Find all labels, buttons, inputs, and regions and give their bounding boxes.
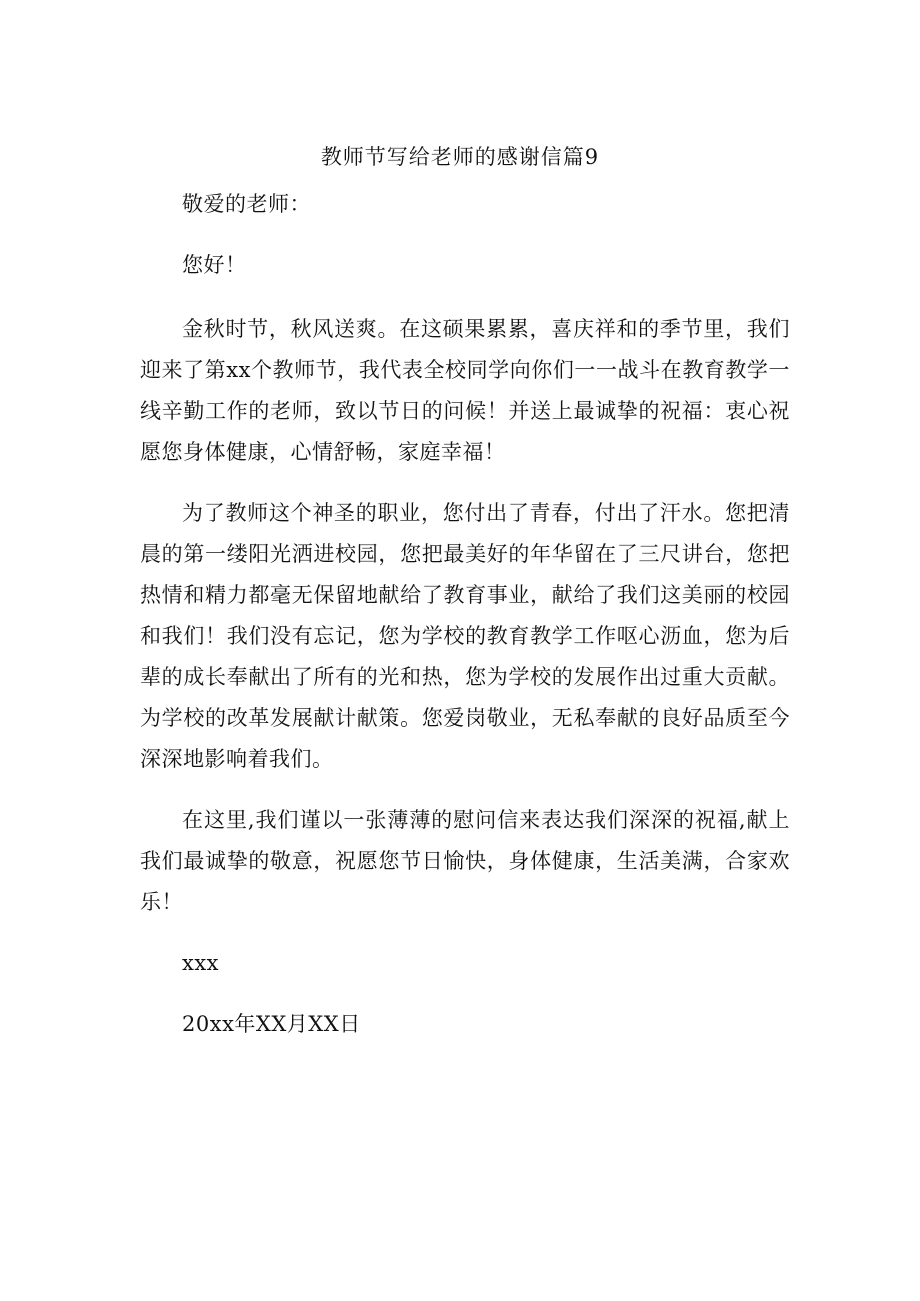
letter-date: 20xx年XX月XX日	[182, 1012, 361, 1036]
greeting: 您好！	[182, 253, 247, 277]
letter-body	[140, 184, 790, 1045]
signature: xxx	[182, 951, 220, 975]
salutation: 敬爱的老师：	[182, 192, 311, 216]
paragraph-3: 在这里,我们谨以一张薄薄的慰问信来表达我们深深的祝福,献上我们最诚挚的敬意，祝愿您节日愉快，身体健康，生活美满，合家欢乐！	[140, 808, 790, 914]
paragraph-1: 金秋时节，秋风送爽。在这硕果累累，喜庆祥和的季节里，我们迎来了第xx个教师节，我代表全校同学向你们一一战斗在教育教学一线辛勤工作的老师，致以节日的问候！并送上最诚挚的祝福：衷心祝愿您身体健康，心情舒畅，家庭幸福！	[140, 317, 790, 464]
document-title: 教师节写给老师的感谢信篇9	[320, 145, 600, 169]
paragraph-2: 为了教师这个神圣的职业，您付出了青春，付出了汗水。您把清晨的第一缕阳光洒进校园，您把最美好的年华留在了三尺讲台，您把热情和精力都毫无保留地献给了教育事业，献给了我们这美丽的校园和我们！我们没有忘记，您为学校的教育教学工作呕心沥血，您为后辈的成长奉献出了所有的光和热，您为学校的发展作出过重大贡献。为学校的改革发展献计献策。您爱岗敬业，无私奉献的良好品质至今深深地影响着我们。	[140, 501, 790, 771]
